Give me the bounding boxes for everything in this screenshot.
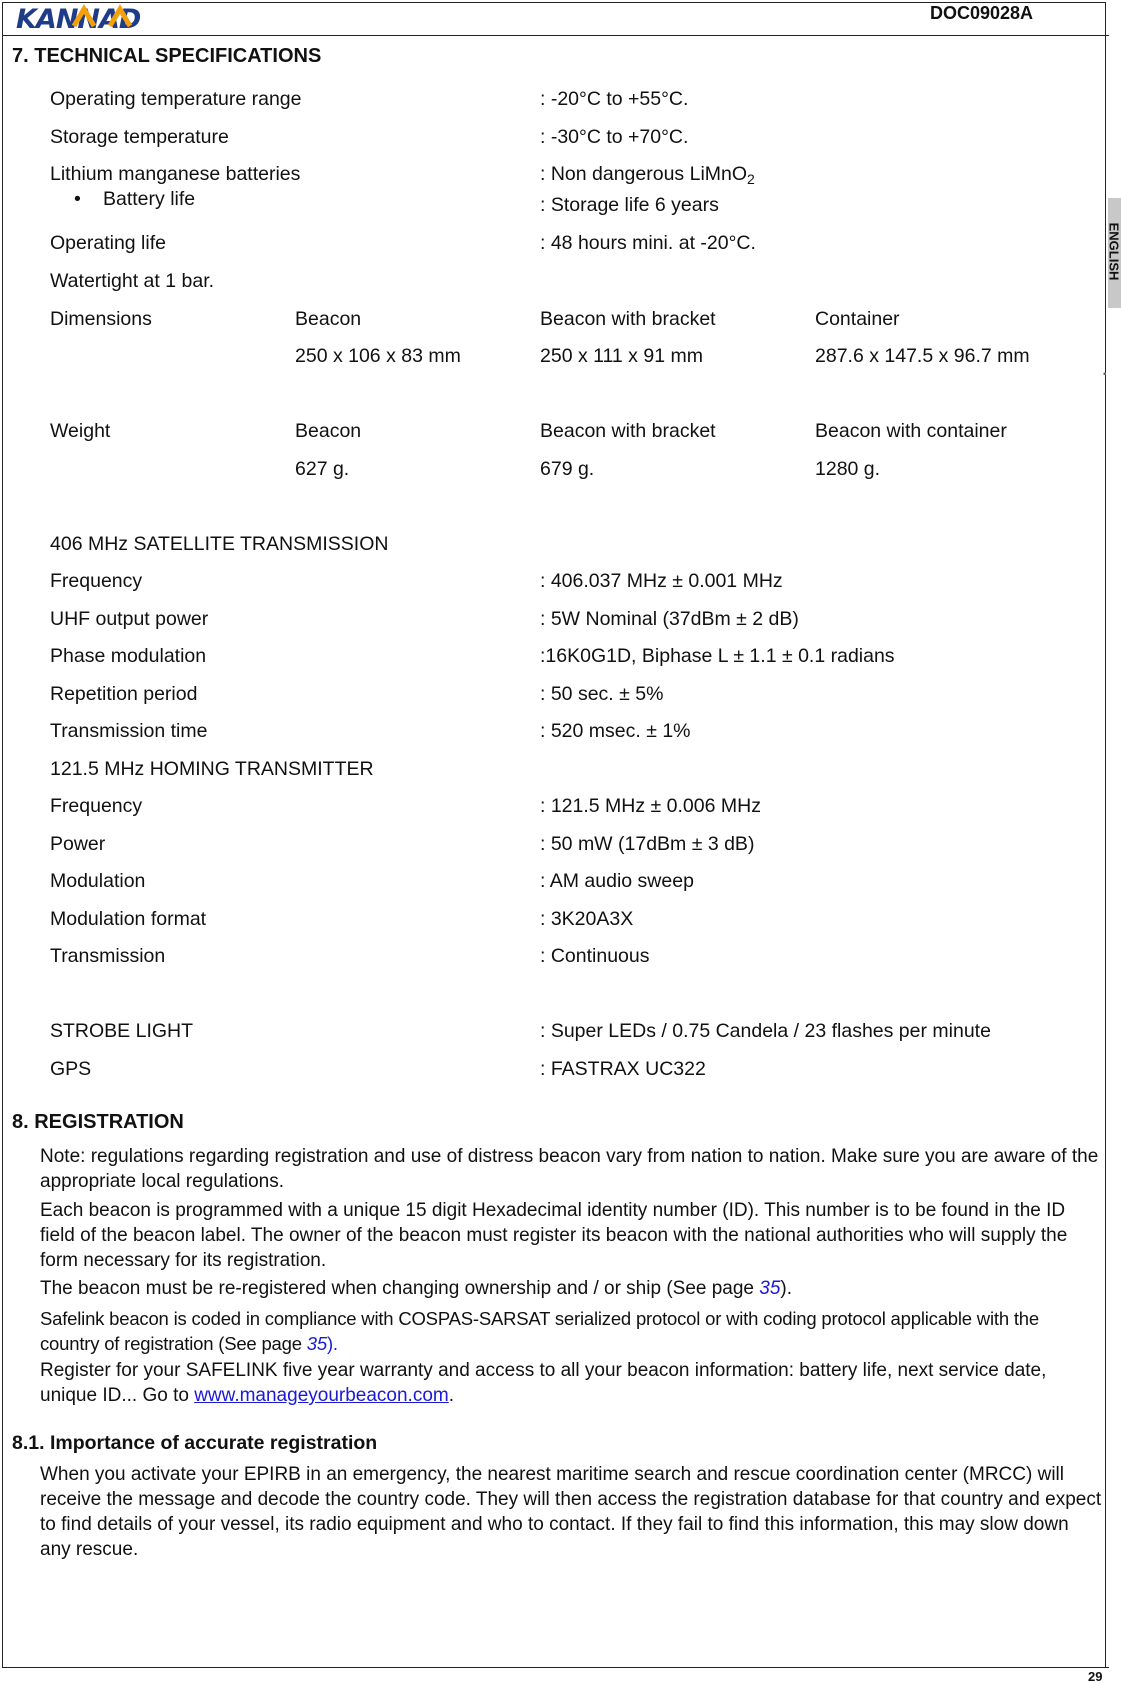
logo-text: KANNAD bbox=[16, 4, 141, 32]
dimensions-value: 250 x 111 x 91 mm bbox=[540, 345, 703, 368]
weight-value: 1280 g. bbox=[815, 458, 880, 481]
spec-label: Transmission bbox=[50, 945, 165, 968]
spec-label: STROBE LIGHT bbox=[50, 1020, 193, 1043]
footer-rule bbox=[2, 1667, 1109, 1668]
spec-value: : 406.037 MHz ± 0.001 MHz bbox=[540, 570, 783, 593]
subsection-heading: 121.5 MHz HOMING TRANSMITTER bbox=[50, 758, 374, 781]
spec-label: Frequency bbox=[50, 570, 142, 593]
spec-label: GPS bbox=[50, 1058, 91, 1081]
dimensions-header: Beacon with bracket bbox=[540, 308, 716, 331]
manageyourbeacon-link[interactable]: www.manageyourbeacon.com bbox=[194, 1385, 449, 1406]
spec-value: : 121.5 MHz ± 0.006 MHz bbox=[540, 795, 761, 818]
spec-label: Power bbox=[50, 833, 105, 856]
language-tab[interactable] bbox=[1108, 198, 1121, 308]
dimensions-value: 287.6 x 147.5 x 96.7 mm bbox=[815, 345, 1030, 368]
dimensions-header: Container bbox=[815, 308, 900, 331]
spec-value: : 520 msec. ± 1% bbox=[540, 720, 691, 743]
spec-label: Frequency bbox=[50, 795, 142, 818]
spec-value: : 50 mW (17dBm ± 3 dB) bbox=[540, 833, 754, 856]
document-number: DOC09028A bbox=[930, 3, 1033, 24]
spec-value: : 3K20A3X bbox=[540, 908, 633, 931]
paragraph: Register for your SAFELINK five year warranty and access to all your beacon information: battery life, next service date, unique ID... Go to www.manageyourbeacon.com. bbox=[40, 1358, 1102, 1408]
spec-value: : Continuous bbox=[540, 945, 650, 968]
weight-header: Beacon with bracket bbox=[540, 420, 716, 443]
spec-label: Battery life bbox=[103, 188, 195, 211]
weight-header: Beacon bbox=[295, 420, 361, 443]
section-title: 8. REGISTRATION bbox=[12, 1111, 184, 1134]
spec-value: : 50 sec. ± 5% bbox=[540, 683, 663, 706]
spec-label: Phase modulation bbox=[50, 645, 206, 668]
spec-label: Storage temperature bbox=[50, 126, 229, 149]
spec-value: : Super LEDs / 0.75 Candela / 23 flashes per minute bbox=[540, 1020, 991, 1043]
language-tab-label: ENGLISH bbox=[1107, 200, 1121, 304]
spec-note: Watertight at 1 bar. bbox=[50, 270, 214, 293]
spec-value: : 48 hours mini. at -20°C. bbox=[540, 232, 756, 255]
spec-label: Modulation format bbox=[50, 908, 206, 931]
margin-mark: ▪ bbox=[1103, 369, 1107, 380]
paragraph: The beacon must be re-registered when changing ownership and / or ship (See page 35). bbox=[40, 1276, 1102, 1301]
paragraph: Safelink beacon is coded in compliance with COSPAS-SARSAT serialized protocol or with coding protocol applicable with the country of registration (See page 35). bbox=[40, 1306, 1102, 1356]
spec-label: Lithium manganese batteries bbox=[50, 163, 300, 186]
spec-value: : FASTRAX UC322 bbox=[540, 1058, 706, 1081]
page-number: 29 bbox=[1088, 1669, 1102, 1684]
dimensions-label: Dimensions bbox=[50, 308, 152, 331]
spec-label: Modulation bbox=[50, 870, 145, 893]
spec-value: : Storage life 6 years bbox=[540, 194, 719, 217]
kannad-logo bbox=[16, 4, 158, 32]
weight-label: Weight bbox=[50, 420, 110, 443]
subsection-title: 8.1. Importance of accurate registration bbox=[12, 1432, 377, 1455]
paragraph: When you activate your EPIRB in an emergency, the nearest maritime search and rescue coordination center (MRCC) will receive the message and decode the country code. They will then access the registration database for that country and expect to find details of your vessel, its radio equipment and who to contact. If they fail to find this information, this may slow down any rescue. bbox=[40, 1462, 1102, 1562]
subsection-heading: 406 MHz SATELLITE TRANSMISSION bbox=[50, 533, 388, 556]
spec-value: :16K0G1D, Biphase L ± 1.1 ± 0.1 radians bbox=[540, 645, 895, 668]
spec-label: Operating temperature range bbox=[50, 88, 301, 111]
paragraph: Note: regulations regarding registration and use of distress beacon vary from nation to nation. Make sure you are aware of the appropriate local regulations. bbox=[40, 1144, 1102, 1194]
spec-value: : -30°C to +70°C. bbox=[540, 126, 688, 149]
bullet: • bbox=[74, 188, 81, 211]
spec-label: Transmission time bbox=[50, 720, 207, 743]
paragraph: Each beacon is programmed with a unique 15 digit Hexadecimal identity number (ID). This number is to be found in the ID field of the beacon label. The owner of the beacon must register its beacon with the national authorities who will supply the form necessary for its registration. bbox=[40, 1198, 1102, 1273]
dimensions-header: Beacon bbox=[295, 308, 361, 331]
weight-value: 679 g. bbox=[540, 458, 594, 481]
weight-value: 627 g. bbox=[295, 458, 349, 481]
spec-value: : AM audio sweep bbox=[540, 870, 694, 893]
header-rule bbox=[2, 35, 1109, 36]
section-title: 7. TECHNICAL SPECIFICATIONS bbox=[12, 45, 321, 68]
spec-value: : Non dangerous LiMnO$_2$ bbox=[540, 163, 755, 187]
spec-label: Operating life bbox=[50, 232, 166, 255]
dimensions-value: 250 x 106 x 83 mm bbox=[295, 345, 461, 368]
spec-label: Repetition period bbox=[50, 683, 197, 706]
page-reference-link[interactable]: 35 bbox=[307, 1333, 327, 1354]
spec-label: UHF output power bbox=[50, 608, 208, 631]
weight-header: Beacon with container bbox=[815, 420, 1007, 443]
page-reference-link[interactable]: 35 bbox=[759, 1278, 780, 1299]
spec-value: : 5W Nominal (37dBm ± 2 dB) bbox=[540, 608, 799, 631]
spec-value: : -20°C to +55°C. bbox=[540, 88, 688, 111]
